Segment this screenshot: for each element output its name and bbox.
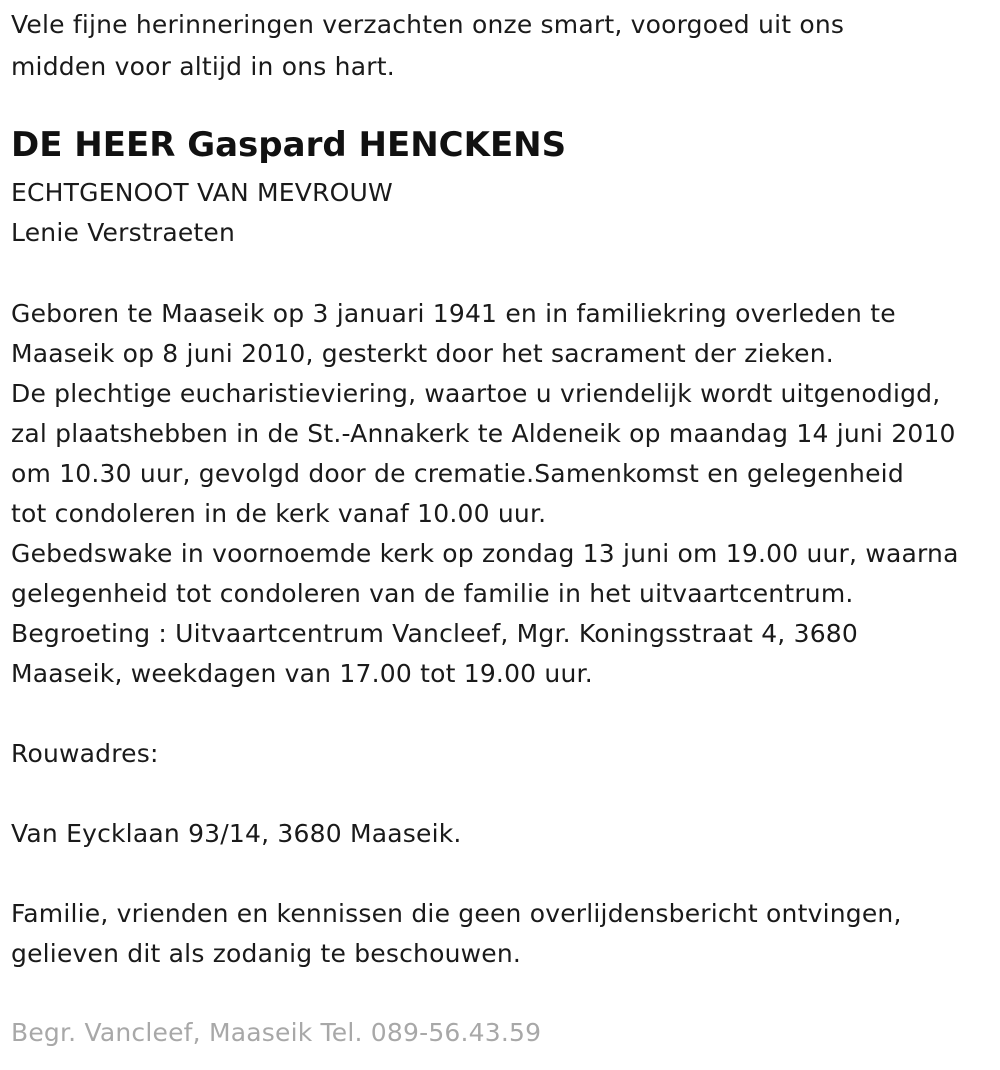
mourning-address: Van Eycklaan 93/14, 3680 Maaseik. <box>11 819 462 848</box>
details-line: Geboren te Maaseik op 3 januari 1941 en in familiekring overleden te <box>11 299 896 328</box>
details-line: Gebedswake in voornoemde kerk op zondag 13 juni om 19.00 uur, waarna <box>11 539 959 568</box>
funeral-home-footer: Begr. Vancleef, Maaseik Tel. 089-56.43.59 <box>11 1018 542 1047</box>
intro-line-2: midden voor altijd in ons hart. <box>11 52 395 81</box>
details-line: Maaseik, weekdagen van 17.00 tot 19.00 uur. <box>11 659 593 688</box>
closing-line-2: gelieven dit als zodanig te beschouwen. <box>11 939 522 968</box>
details-line: Maaseik op 8 juni 2010, gesterkt door het sacrament der zieken. <box>11 339 834 368</box>
details-line: gelegenheid tot condoleren van de familie in het uitvaartcentrum. <box>11 579 854 608</box>
spouse-name: Lenie Verstraeten <box>11 218 236 247</box>
details-line: De plechtige eucharistieviering, waartoe u vriendelijk wordt uitgenodigd, <box>11 379 941 408</box>
deceased-name: DE HEER Gaspard HENCKENS <box>11 125 567 165</box>
details-line: om 10.30 uur, gevolgd door de crematie.Samenkomst en gelegenheid <box>11 459 904 488</box>
mourning-address-label: Rouwadres: <box>11 739 159 768</box>
details-line: tot condoleren in de kerk vanaf 10.00 uur. <box>11 499 547 528</box>
details-line: zal plaatshebben in de St.-Annakerk te Aldeneik op maandag 14 juni 2010 <box>11 419 956 448</box>
intro-line-1: Vele fijne herinneringen verzachten onze smart, voorgoed uit ons <box>11 10 845 39</box>
details-line: Begroeting : Uitvaartcentrum Vancleef, Mgr. Koningsstraat 4, 3680 <box>11 619 859 648</box>
relation-label: ECHTGENOOT VAN MEVROUW <box>11 178 393 207</box>
closing-line-1: Familie, vrienden en kennissen die geen overlijdensbericht ontvingen, <box>11 899 902 928</box>
